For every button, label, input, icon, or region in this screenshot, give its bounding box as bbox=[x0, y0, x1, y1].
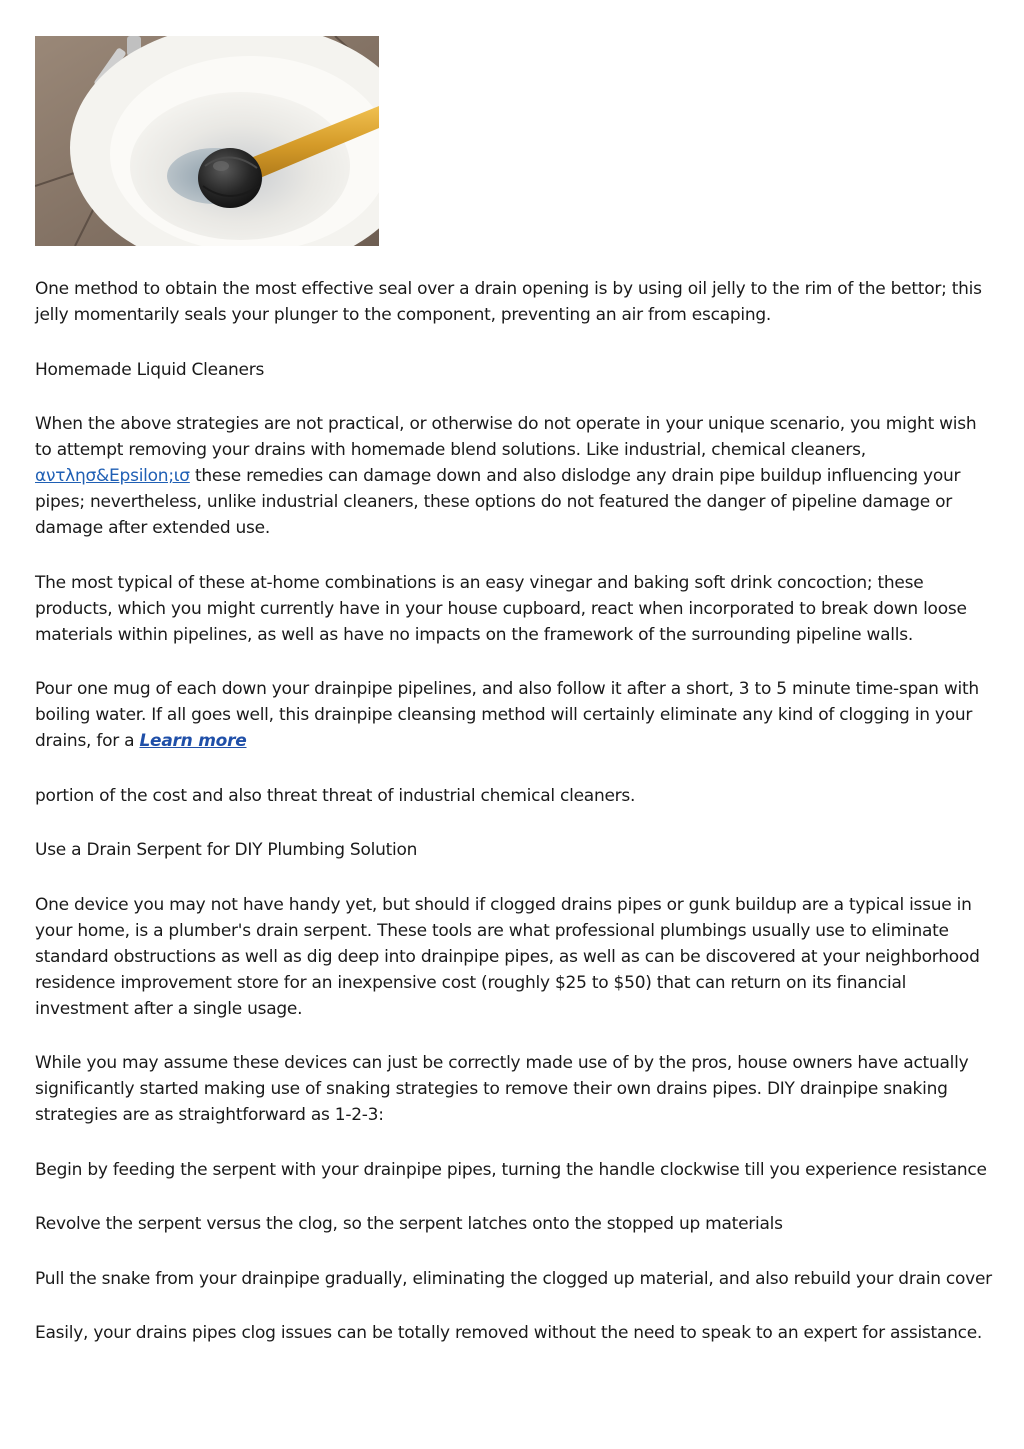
step-feed-serpent: Begin by feeding the serpent with your drainpipe pipes, turning the handle clockwise till you experience resistance bbox=[35, 1159, 987, 1180]
plunger-photo-illustration bbox=[35, 36, 379, 246]
paragraph-plumbers-drain-serpent: One device you may not have handy yet, but should if clogged drains pipes or gunk buildup are a typical issue in your home, is a plumber's drain serpent. These tools are what professional plumbings usually use to eliminate standard obstructions as well as dig deep into drainpipe pipes, as well as can be discovered at your neighborhood residence improvement store for an inexpensive cost (roughly $25 to $50) that can return on its financial investment after a single usage. bbox=[35, 894, 980, 1019]
paragraph-portion-of-cost: portion of the cost and also threat threat of industrial chemical cleaners. bbox=[35, 785, 636, 806]
paragraph-homemade-blends-text-1: When the above strategies are not practical, or otherwise do not operate in your unique scenario, you might wish to attempt removing your drains with homemade blend solutions. Like industrial, chemical cleaners, bbox=[35, 414, 977, 460]
paragraph-homemade-blends-text-2: these remedies can damage down and also dislodge any drain pipe buildup influencing your pipes; nevertheless, unlike industrial cleaners, these options do not featured the danger of pipeline damage or damage after extended use. bbox=[35, 466, 961, 538]
learn-more-link[interactable]: Learn more bbox=[139, 731, 247, 751]
greek-anchor-link[interactable]: αντλησ&Epsilon;ισ bbox=[35, 466, 190, 486]
paragraph-pour-mug-text: Pour one mug of each down your drainpipe pipelines, and also follow it after a short, 3 to 5 minute time-span with boiling water. If all goes well, this drainpipe cleansing method will certainly eliminate any kind of clogging in your drains, for a bbox=[35, 679, 979, 751]
article bbox=[35, 36, 995, 1375]
step-revolve-serpent: Revolve the serpent versus the clog, so the serpent latches onto the stopped up materials bbox=[35, 1214, 783, 1234]
heading-drain-serpent: Use a Drain Serpent for DIY Plumbing Solution bbox=[35, 840, 418, 860]
paragraph-homemade-blends bbox=[35, 411, 995, 541]
step-pull-snake: Pull the snake from your drainpipe gradually, eliminating the clogged up material, and also rebuild your drain cover bbox=[35, 1268, 992, 1289]
article-body bbox=[35, 276, 995, 1346]
heading-homemade-liquid-cleaners: Homemade Liquid Cleaners bbox=[35, 359, 265, 380]
paragraph-vinegar-baking-soda: The most typical of these at-home combinations is an easy vinegar and baking soft drink concoction; these products, which you might currently have in your house cupboard, react when incorporated to break down loose materials within pipelines, as well as have no impacts on the framework of the surrounding pipeline walls. bbox=[35, 572, 967, 645]
paragraph-pour-mug bbox=[35, 676, 995, 754]
paragraph-snaking-strategies: While you may assume these devices can just be correctly made use of by the pros, house owners have actually significantly started making use of snaking strategies to remove their own drains pipes. DIY drainpipe snaking strategies are as straightforward as 1-2-3: bbox=[35, 1053, 969, 1125]
paragraph-conclusion: Easily, your drains pipes clog issues can be totally removed without the need to speak to an expert for assistance. bbox=[35, 1323, 983, 1343]
plunger-in-toilet-photo bbox=[35, 36, 379, 246]
paragraph-oil-jelly: One method to obtain the most effective seal over a drain opening is by using oil jelly to the rim of the bettor; this jelly momentarily seals your plunger to the component, preventing an air from escaping. bbox=[35, 279, 982, 325]
